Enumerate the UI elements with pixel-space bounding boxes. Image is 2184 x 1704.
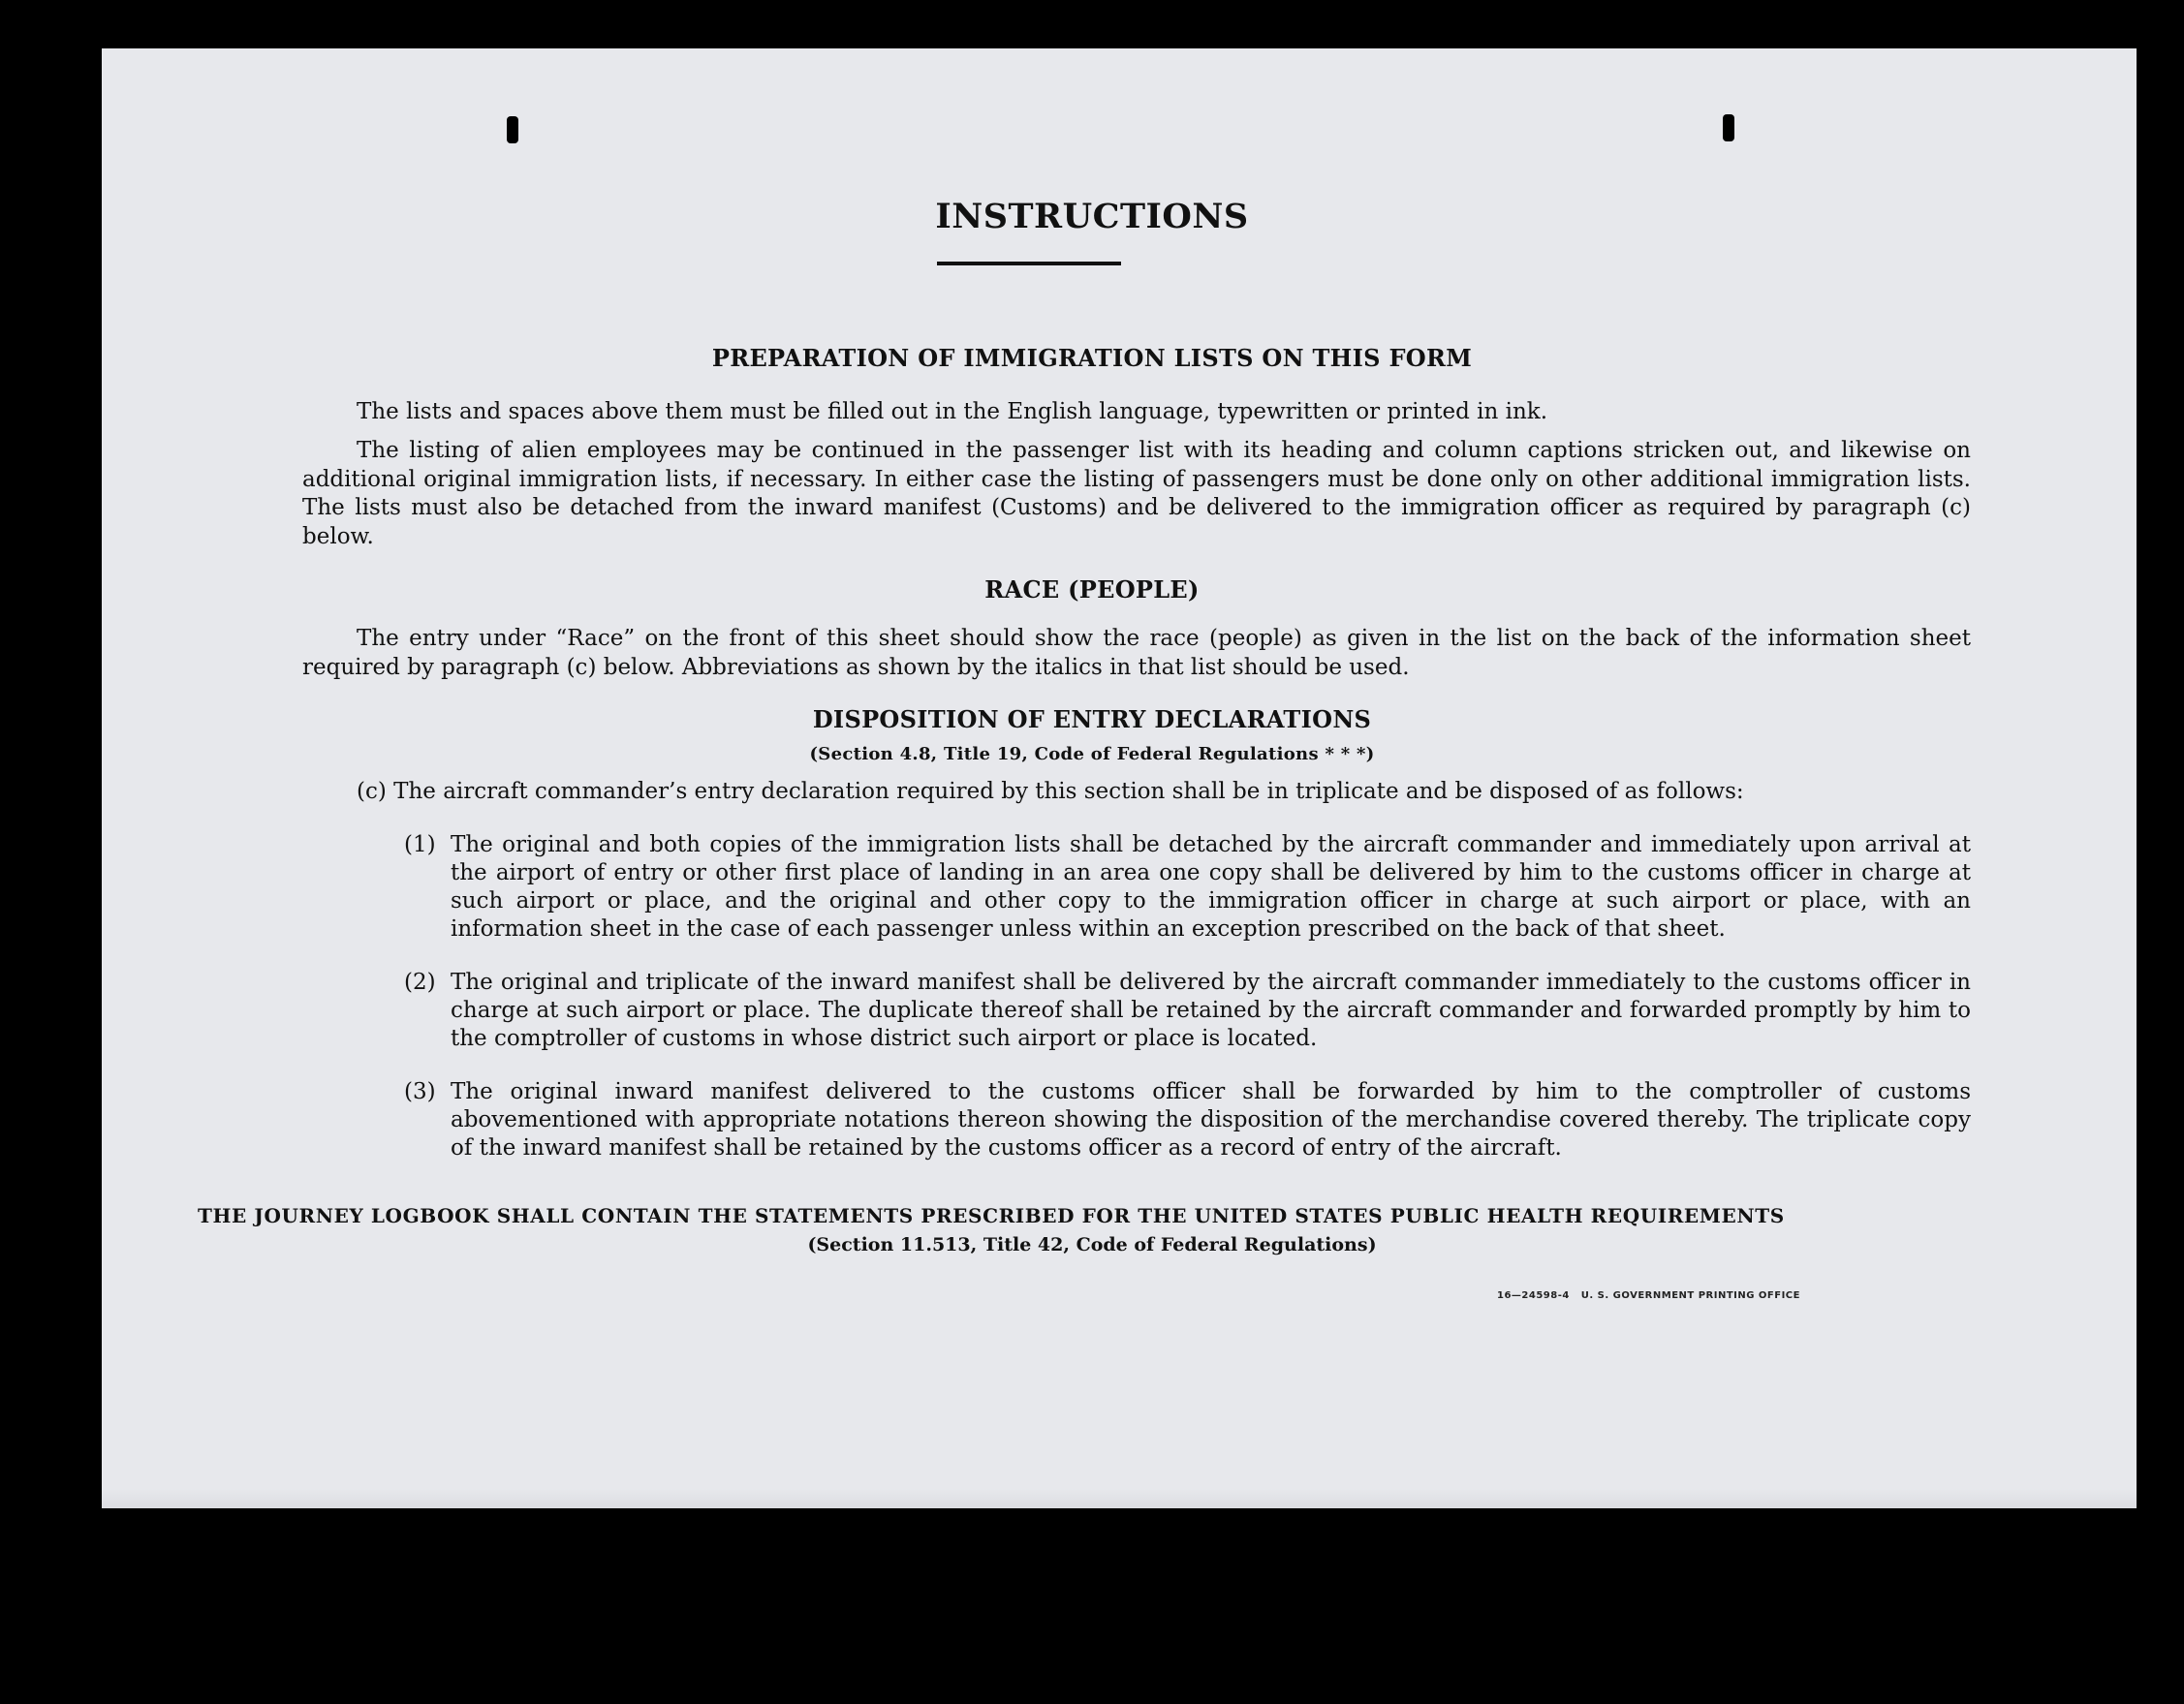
preparation-paragraph-2 <box>302 437 1971 551</box>
sheet-bottom-edge <box>102 1489 2137 1508</box>
preparation-para1-text: The lists and spaces above them must be filled out in the English language, typewritten or printed in ink. <box>357 399 1548 424</box>
punch-hole-right <box>1723 114 1734 141</box>
disposition-item-1 <box>404 831 1971 944</box>
preparation-para2-text: The listing of alien employees may be continued in the passenger list with its heading and column captions stricken out, and likewise on additional original immigration lists, if necessary. In either case the listing of passengers must be done only on other additional immigration lists. The lists must also be detached from the inward manifest (Customs) and be delivered to the immigration officer as required by paragraph (c) below. <box>302 438 1971 549</box>
heading-preparation: PREPARATION OF IMMIGRATION LISTS ON THIS FORM <box>711 344 1473 372</box>
item-2-number: (2) <box>404 970 436 995</box>
footer-statement: THE JOURNEY LOGBOOK SHALL CONTAIN THE STATEMENTS PRESCRIBED FOR THE UNITED STATES PUBLIC HEALTH REQUIREMENTS <box>198 1204 1785 1227</box>
punch-hole-left <box>507 116 518 143</box>
disposition-citation: (Section 4.8, Title 19, Code of Federal Regulations * * *) <box>809 744 1375 764</box>
item-3-text: The original inward manifest delivered to the customs officer shall be forwarded by him to the comptroller of customs abovementioned with appropriate notations thereon showing the disposition of the merchandise covered thereby. The triplicate copy of the inward manifest shall be retained by the customs officer as a record of entry of the aircraft. <box>451 1079 1971 1161</box>
disposition-intro: (c) The aircraft commander’s entry declaration required by this section shall be in triplicate and be disposed of as follows: <box>357 779 1744 804</box>
heading-disposition: DISPOSITION OF ENTRY DECLARATIONS <box>812 705 1372 733</box>
page-title: INSTRUCTIONS <box>935 197 1249 236</box>
race-para-text: The entry under “Race” on the front of this sheet should show the race (people) as given in the list on the back of the information sheet required by paragraph (c) below. Abbreviations as shown by the italics in that list should be used. <box>302 626 1971 680</box>
disposition-item-3 <box>404 1078 1971 1162</box>
footer-citation: (Section 11.513, Title 42, Code of Federal Regulations) <box>807 1234 1377 1255</box>
title-underline <box>937 262 1121 265</box>
heading-race: RACE (PEOPLE) <box>984 575 1200 604</box>
disposition-item-2 <box>404 969 1971 1053</box>
race-paragraph <box>302 625 1971 682</box>
item-2-text: The original and triplicate of the inward manifest shall be delivered by the aircraft commander immediately to the customs officer in charge at such airport or place. The duplicate thereof shall be retained by the aircraft commander and forwarded promptly by him to the comptroller of customs in whose district such airport or place is located. <box>451 970 1971 1051</box>
item-1-number: (1) <box>404 832 436 857</box>
printing-imprint <box>1497 1290 1800 1301</box>
preparation-paragraph-1 <box>302 398 1971 427</box>
printing-code: 16—24598-4 <box>1497 1290 1570 1301</box>
printer-name: U. S. GOVERNMENT PRINTING OFFICE <box>1580 1290 1800 1301</box>
item-1-text: The original and both copies of the immigration lists shall be detached by the aircraft commander and immediately upon arrival at the airport of entry or other first place of landing in an area one copy shall be delivered by him to the customs officer in charge at such airport or place, and the original and other copy to the immigration officer in charge at such airport or place, with an information sheet in the case of each passenger unless within an exception prescribed on the back of that sheet. <box>451 832 1971 942</box>
item-3-number: (3) <box>404 1079 436 1104</box>
